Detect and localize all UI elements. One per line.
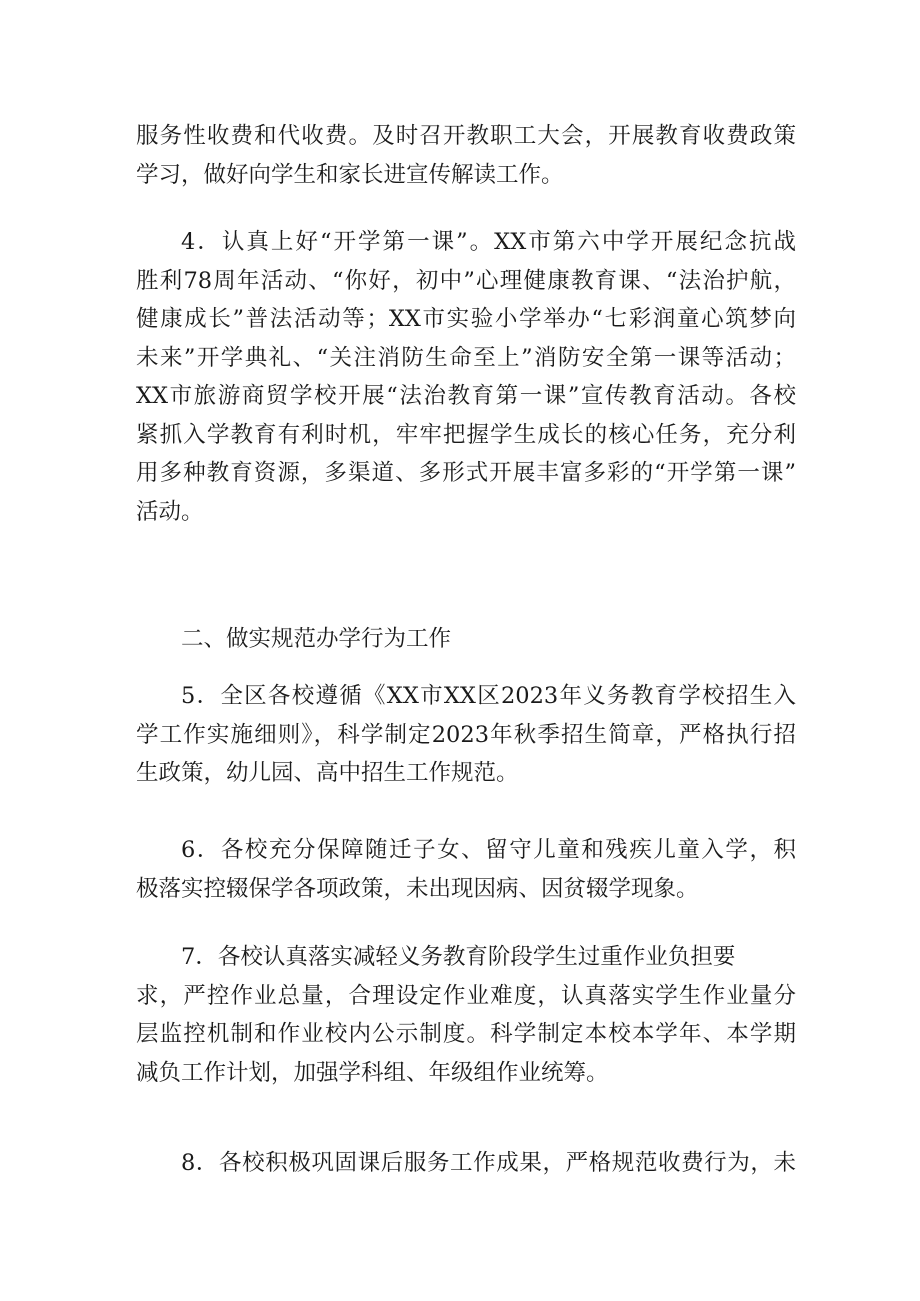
text-line: 服务性收费和代收费。及时召开教职工大会，开展教育收费政策 bbox=[136, 123, 796, 149]
text-line: 求，严控作业总量，合理设定作业难度，认真落实学生作业量分 bbox=[136, 982, 796, 1009]
paragraph-item-7 bbox=[136, 938, 796, 1092]
text-line: 生政策，幼儿园、高中招生工作规范。 bbox=[136, 760, 519, 786]
text-line: 胜利78周年活动、“你好，初中”心理健康教育课、“法治护航， bbox=[136, 267, 796, 294]
text-line: 学习，做好向学生和家长进宣传解读工作。 bbox=[136, 161, 564, 188]
text-line: 5．全区各校遵循《XX市XX区2023年义务教育学校招生入 bbox=[181, 683, 796, 709]
text-line: 学工作实施细则》，科学制定2023年秋季招生简章，严格执行招 bbox=[136, 721, 796, 748]
text-line: 层监控机制和作业校内公示制度。科学制定本校本学年、本学期 bbox=[136, 1021, 796, 1047]
text-line: 减负工作计划，加强学科组、年级组作业统筹。 bbox=[136, 1059, 609, 1086]
text-line: 紧抓入学教育有利时机，牢牢把握学生成长的核心任务，充分利 bbox=[136, 421, 796, 448]
text-line: XX市旅游商贸学校开展“法治教育第一课”宣传教育活动。各校 bbox=[136, 383, 796, 409]
text-line: 7．各校认真落实减轻义务教育阶段学生过重作业负担要 bbox=[181, 944, 736, 970]
paragraph-item-4 bbox=[136, 223, 796, 531]
paragraph-item-5 bbox=[136, 677, 796, 793]
paragraph-item-8 bbox=[136, 1144, 796, 1183]
paragraph-item-6 bbox=[136, 831, 796, 908]
section-heading bbox=[136, 620, 796, 659]
text-line: 4．认真上好“开学第一课”。XX市第六中学开展纪念抗战 bbox=[181, 229, 796, 255]
text-line: 极落实控辍保学各项政策，未出现因病、因贫辍学现象。 bbox=[136, 875, 699, 902]
section-heading-text: 二、做实规范办学行为工作 bbox=[181, 626, 452, 652]
text-line: 健康成长”普法活动等；XX市实验小学举办“七彩润童心筑梦向 bbox=[136, 306, 796, 332]
text-line: 8．各校积极巩固课后服务工作成果，严格规范收费行为，未 bbox=[181, 1150, 796, 1176]
text-line: 6．各校充分保障随迁子女、留守儿童和残疾儿童入学，积 bbox=[181, 837, 796, 863]
paragraph-fees bbox=[136, 117, 796, 194]
text-line: 用多种教育资源，多渠道、多形式开展丰富多彩的“开学第一课” bbox=[136, 460, 796, 486]
text-line: 活动。 bbox=[136, 498, 204, 525]
text-line: 未来”开学典礼、“关注消防生命至上”消防安全第一课等活动； bbox=[136, 344, 796, 371]
